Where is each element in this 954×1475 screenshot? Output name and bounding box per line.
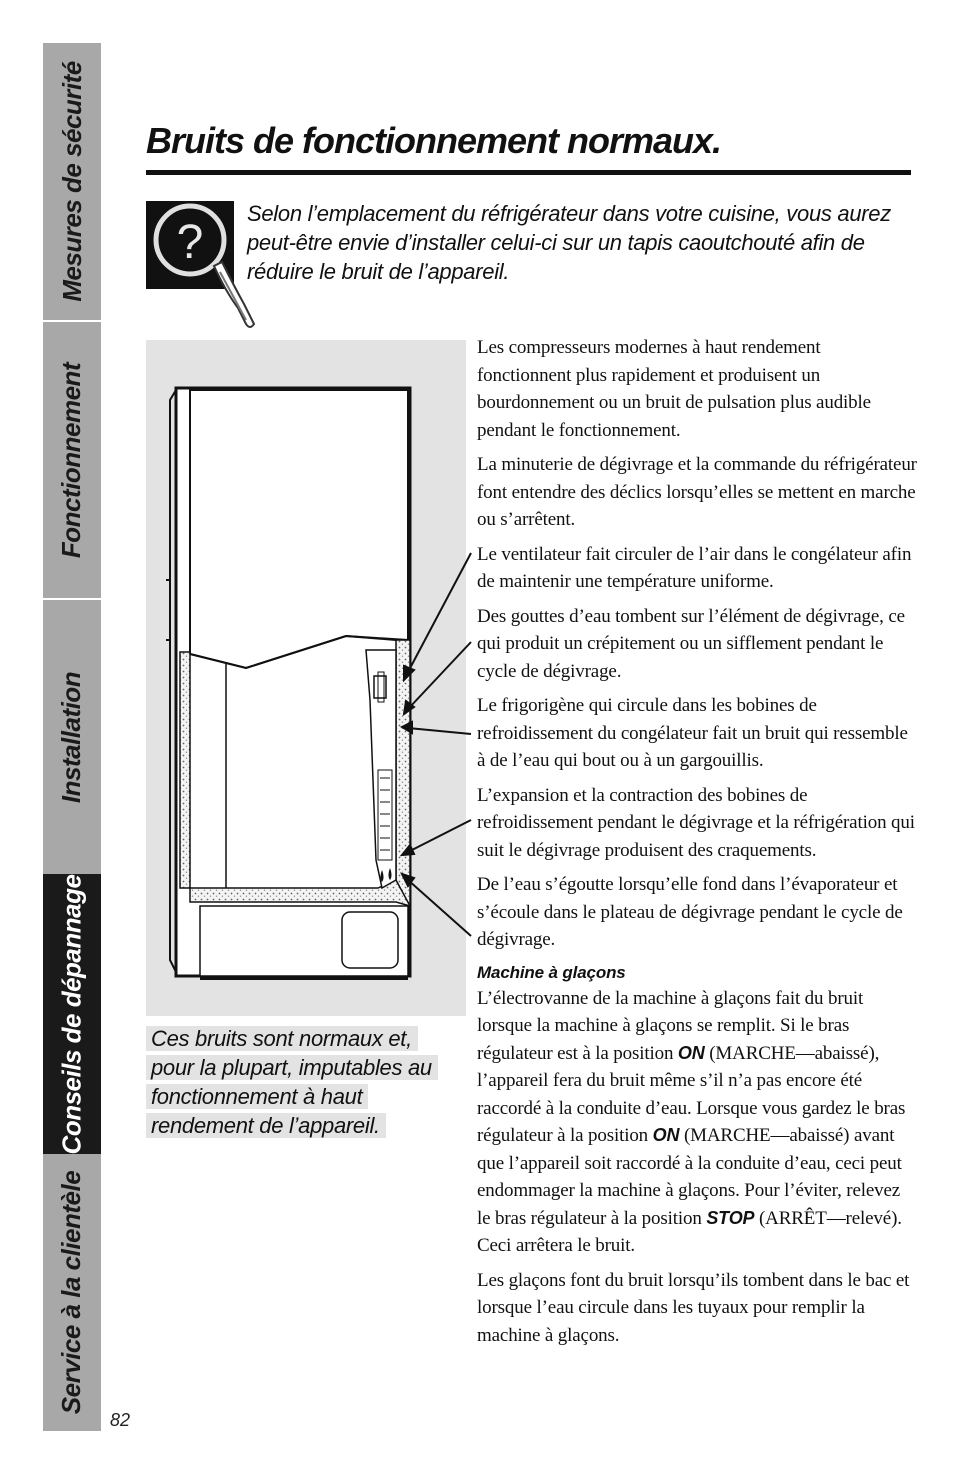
page-number: 82 — [110, 1410, 131, 1430]
ice-cubes-paragraph: Les glaçons font du bruit lorsqu’ils tombent dans le bac et lorsque l’eau circule dans les tuyaux pour remplir la machine à glaçons. — [477, 1269, 910, 1346]
tab-label: Mesures de sécurité — [56, 61, 87, 302]
tab-label: Fonctionnement — [56, 362, 87, 558]
page-title: Bruits de fonctionnement normaux. — [146, 120, 722, 161]
refrigerant-paragraph: Le frigorigène qui circule dans les bobines de refroidissement du congélateur fait un bruit qui ressemble à de l’eau qui bout ou à un gargouillis. — [477, 695, 908, 771]
defrost-timer-paragraph: La minuterie de dégivrage et la commande du réfrigérateur font entendre des déclics lorsqu’elles se mettent en marche ou s’arrêtent. — [477, 454, 917, 530]
freezer-cross-section-diagram — [146, 340, 476, 1016]
tab-installation[interactable] — [43, 600, 101, 874]
normal-noise-callout — [146, 1024, 446, 1140]
tab-label: Service à la clientèle — [56, 1170, 87, 1415]
ice-maker-heading: Machine à glaçons — [477, 962, 626, 982]
dripping-water-paragraph: De l’eau s’égoutte lorsqu’elle fond dans l’évaporateur et s’écoule dans le plateau de dégivrage pendant le cycle de dégivrage. — [477, 874, 903, 950]
ice-maker-text: (MARCHE—abaissé), l’appareil fera du bruit même s’il n’a pas encore été raccordé à la conduite d’eau. Lorsque vous gardez le bras régulateur à la position — [477, 1042, 906, 1146]
svg-text:?: ? — [176, 216, 204, 269]
ice-maker-text: (MARCHE—abaissé) avant que l’appareil soit raccordé à la conduite d’eau, ceci peut endommager la machine à glaçons. Pour l’éviter, relevez le bras régulateur à la position — [477, 1125, 902, 1229]
tab-conseils-de-depannage[interactable] — [43, 874, 101, 1154]
tab-label: Installation — [56, 671, 87, 803]
title-rule — [146, 170, 911, 175]
tab-label: Conseils de dépannage — [56, 874, 87, 1154]
water-drops-paragraph: Des gouttes d’eau tombent sur l’élément de dégivrage, ce qui produit un crépitement ou un sifflement pendant le cycle de dégivrage. — [477, 605, 905, 682]
tip-text: Selon l’emplacement du réfrigérateur dans votre cuisine, vous aurez peut-être envie d’installer celui-ci sur un tapis caoutchouté afin de réduire le bruit de l’appareil. — [247, 201, 891, 284]
ice-maker-text: (ARRÊT—relevé). Ceci arrêtera le bruit. — [477, 1207, 902, 1256]
on-keyword: ON — [652, 1125, 680, 1145]
ice-maker-text: L’électrovanne de la machine à glaçons fait du bruit lorsque la machine à glaçons se remplit. Si le bras régulateur est à la position — [477, 987, 864, 1064]
tab-fonctionnement[interactable] — [43, 322, 101, 598]
tab-mesures-de-securite[interactable] — [43, 43, 101, 320]
fan-paragraph: Le ventilateur fait circuler de l’air dans le congélateur afin de maintenir une température uniforme. — [477, 543, 912, 592]
callout-text: Ces bruits sont normaux et, pour la plupart, imputables au fonctionnement à haut rendement de l’appareil. — [146, 1026, 438, 1138]
stop-keyword: STOP — [706, 1207, 755, 1228]
noise-descriptions — [477, 334, 917, 1356]
coil-expansion-paragraph: L’expansion et la contraction des bobines de refroidissement pendant le dégivrage et la réfrigération qui suit le dégivrage produisent des craquements. — [477, 784, 915, 861]
tab-service-a-la-clientele[interactable] — [43, 1154, 101, 1431]
on-keyword: ON — [677, 1042, 705, 1063]
compressor-paragraph: Les compresseurs modernes à haut rendement fonctionnent plus rapidement et produisent un bourdonnement ou un bruit de pulsation plus audible pendant le fonctionnement. — [477, 337, 871, 441]
ice-maker-valve-paragraph — [477, 985, 917, 1260]
